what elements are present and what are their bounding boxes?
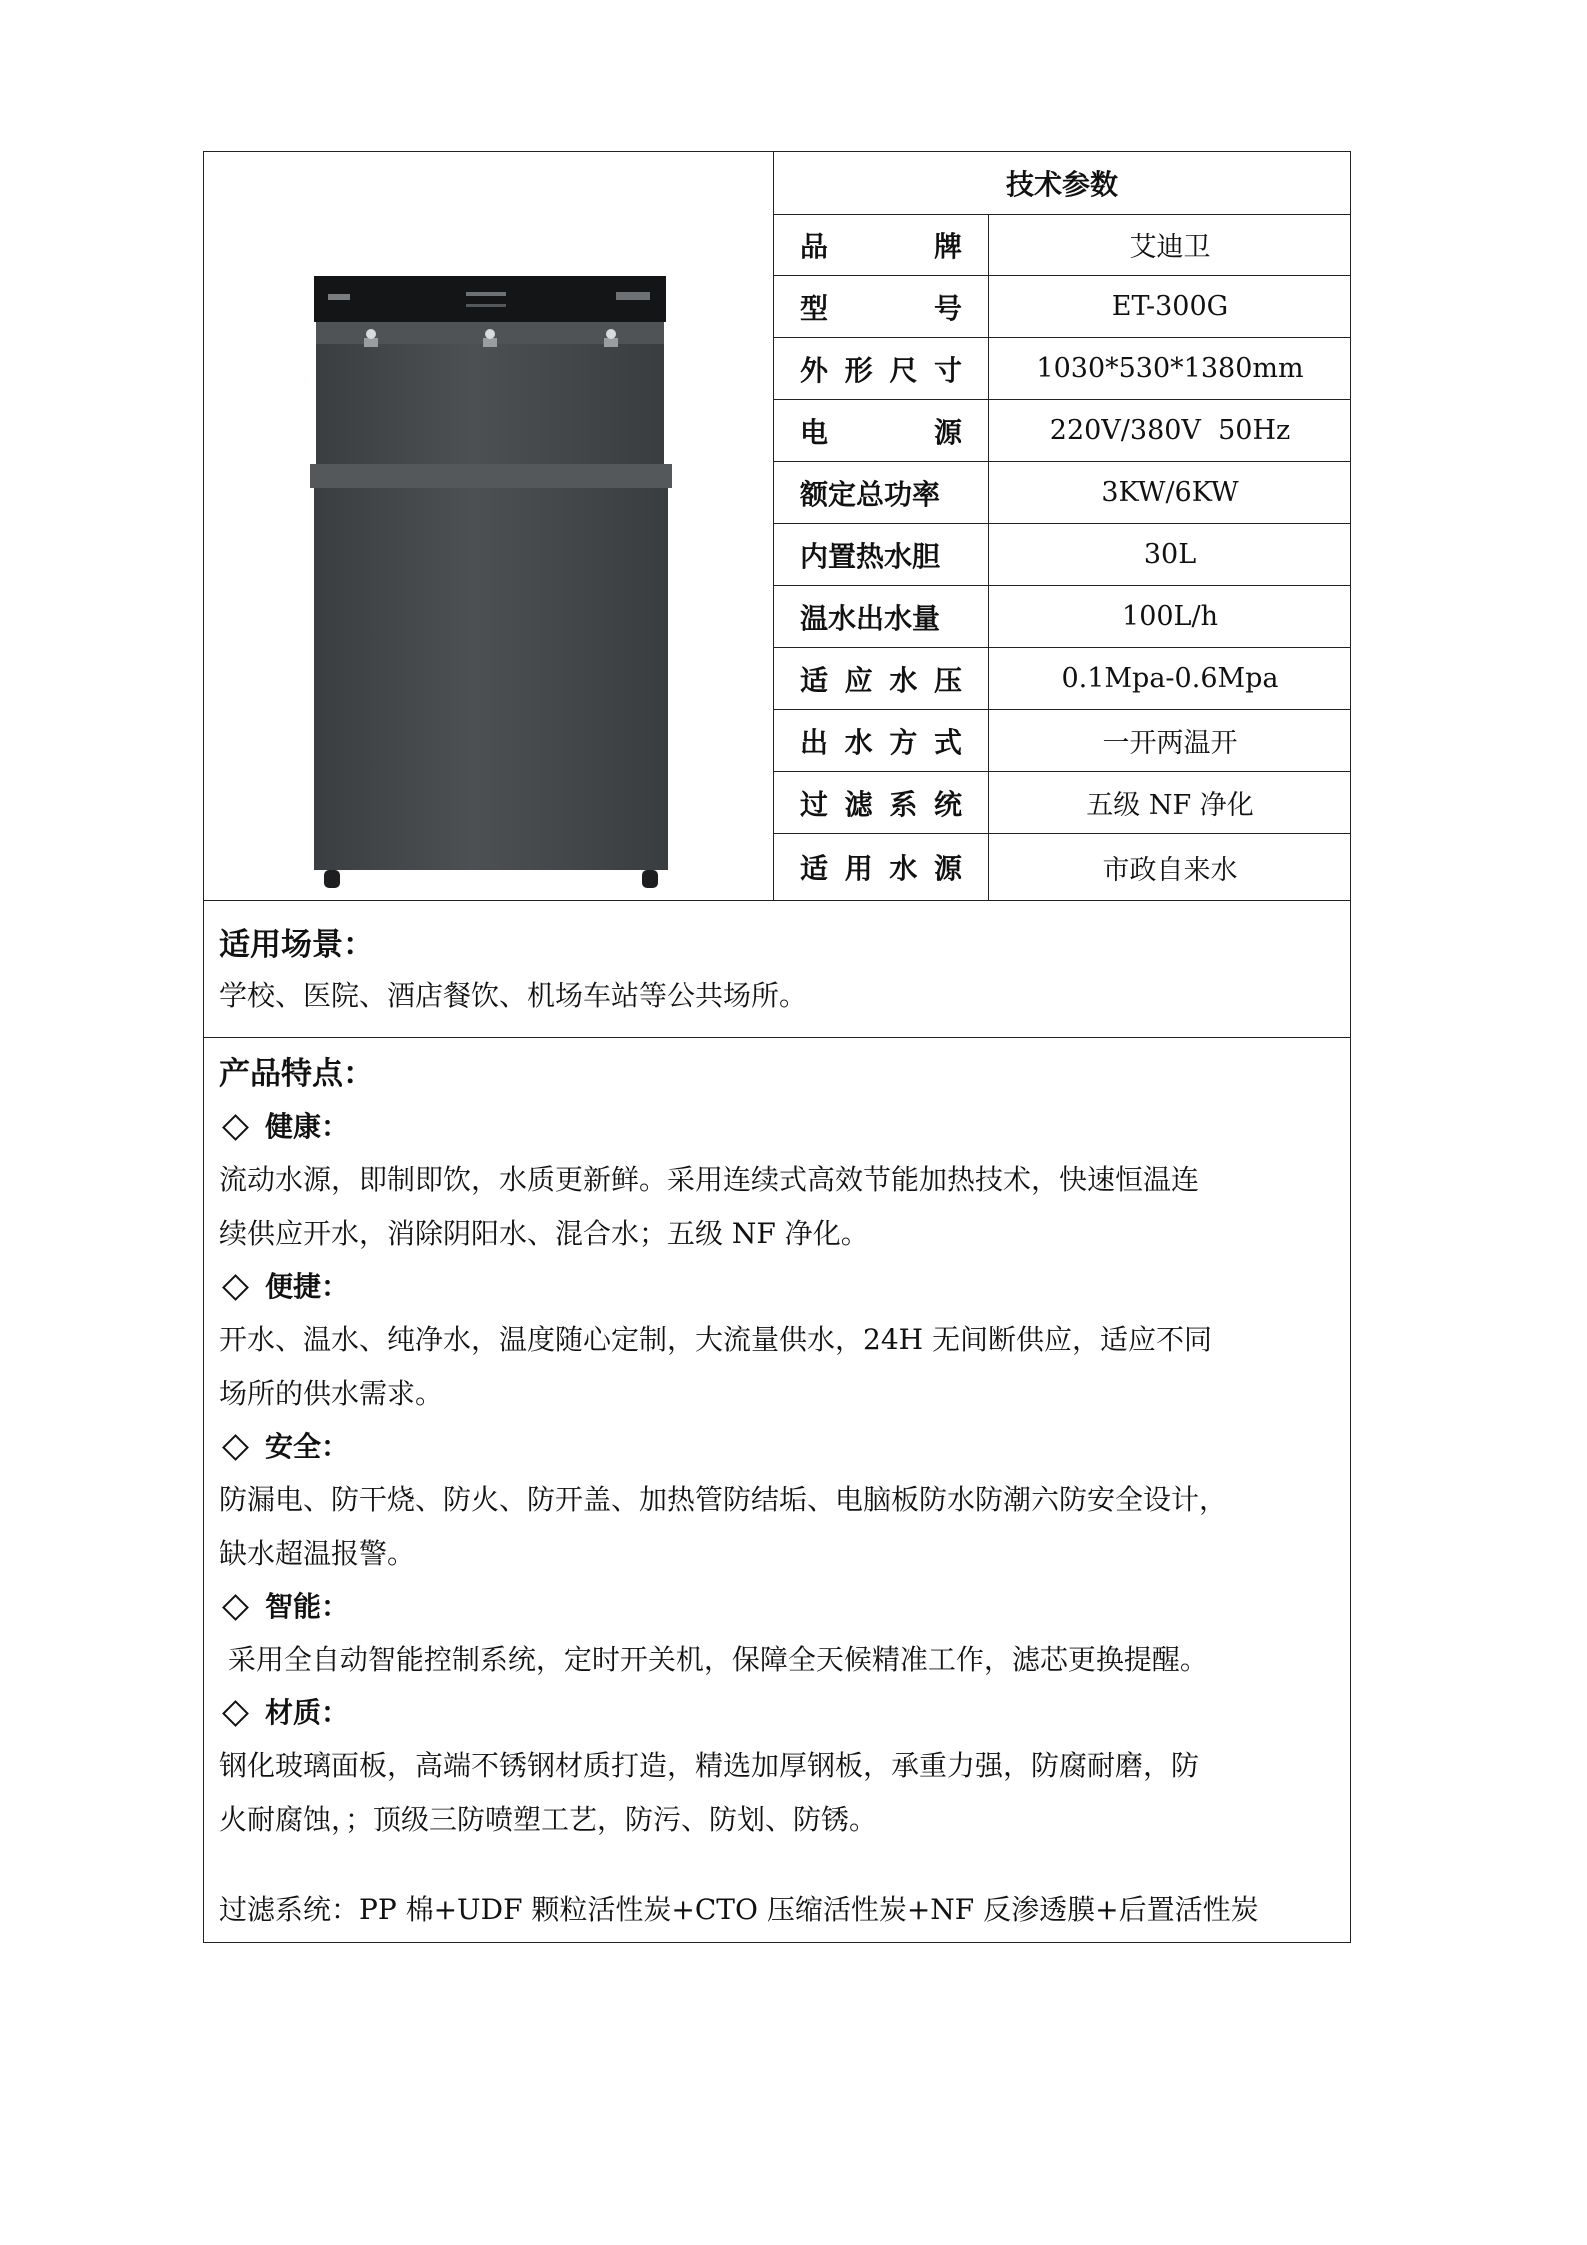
spec-value: 3KW/6KW (1101, 477, 1239, 508)
feature-title: 材质： (219, 1687, 1340, 1739)
feature-text: 场所的供水需求。 (219, 1377, 444, 1410)
feature-text: 火耐腐蚀，；顶级三防喷塑工艺，防污、防划、防锈。 (219, 1803, 878, 1836)
spec-value: 30L (1143, 539, 1197, 570)
spec-value: 市政自来水 (1102, 854, 1238, 886)
spec-row (774, 276, 1350, 338)
diamond-icon (222, 1434, 249, 1461)
spec-key: 型 号 (800, 291, 962, 325)
spec-value: ET-300G (1111, 291, 1229, 322)
spec-value: 艾迪卫 (1129, 232, 1211, 263)
spec-row (774, 586, 1350, 648)
filter-system-line: 过滤系统：PP 棉+UDF 颗粒活性炭+CTO 压缩活性炭+NF 反渗透膜+后置活性炭 (219, 1893, 1259, 1926)
feature-text: 流动水源，即制即饮，水质更新鲜。采用连续式高效节能加热技术，快速恒温连 (219, 1163, 1200, 1196)
spec-key: 温水出水量 (800, 601, 941, 635)
spec-value: 五级 NF 净化 (1086, 790, 1254, 821)
feature-title: 安全： (219, 1421, 1340, 1473)
spec-row (774, 214, 1350, 276)
spec-table (774, 152, 1350, 900)
spec-value: 0.1Mpa-0.6Mpa (1061, 663, 1279, 694)
spec-table-title: 技术参数 (774, 152, 1350, 215)
spec-key: 适用水源 (800, 852, 962, 885)
product-photo-cell (204, 152, 774, 900)
diamond-icon (222, 1114, 249, 1141)
spec-value: 一开两温开 (1102, 728, 1238, 759)
spec-key: 内置热水胆 (800, 539, 941, 573)
spec-row (774, 338, 1350, 400)
spec-value: 100L/h (1122, 601, 1218, 632)
feature-title: 健康： (219, 1101, 1340, 1153)
spec-row (774, 648, 1350, 710)
spec-key: 适应水压 (800, 663, 962, 697)
spec-key: 电 源 (800, 415, 962, 449)
spec-row (774, 400, 1350, 462)
spec-row (774, 772, 1350, 834)
spec-key: 品 牌 (800, 229, 962, 263)
spec-sheet (203, 151, 1351, 1943)
features-heading: 产品特点： (219, 1056, 374, 1092)
spec-value: 220V/380V 50Hz (1049, 415, 1291, 446)
spec-row (774, 462, 1350, 524)
spec-key: 额定总功率 (800, 477, 941, 511)
diamond-icon (222, 1274, 249, 1301)
feature-title: 便捷： (219, 1261, 1340, 1313)
top-section (204, 152, 1350, 901)
spec-key: 过滤系统 (800, 787, 962, 821)
spec-key: 出水方式 (800, 725, 962, 759)
spec-row (774, 524, 1350, 586)
spec-key: 外形尺寸 (800, 353, 962, 387)
feature-title: 智能： (219, 1581, 1340, 1633)
scenes-text: 学校、医院、酒店餐饮、机场车站等公共场所。 (219, 979, 808, 1012)
water-boiler-image (204, 152, 773, 900)
feature-text: 钢化玻璃面板，高端不锈钢材质打造，精选加厚钢板，承重力强，防腐耐磨，防 (219, 1749, 1200, 1782)
spec-row (774, 710, 1350, 772)
scenes-section (204, 901, 1350, 1038)
feature-text: 续供应开水，消除阴阳水、混合水；五级 NF 净化。 (219, 1217, 869, 1250)
feature-text: 防漏电、防干烧、防火、防开盖、加热管防结垢、电脑板防水防潮六防安全设计， (219, 1483, 1228, 1516)
feature-text: 缺水超温报警。 (219, 1537, 416, 1570)
feature-text: 采用全自动智能控制系统，定时开关机，保障全天候精准工作，滤芯更换提醒。 (219, 1643, 1208, 1676)
diamond-icon (222, 1594, 249, 1621)
spec-value: 1030*530*1380mm (1036, 353, 1304, 384)
spec-row (774, 834, 1350, 900)
feature-text: 开水、温水、纯净水，温度随心定制，大流量供水，24H 无间断供应，适应不同 (219, 1323, 1212, 1356)
scenes-heading: 适用场景： (219, 927, 374, 963)
diamond-icon (222, 1700, 249, 1727)
features-section (204, 1039, 1350, 1937)
